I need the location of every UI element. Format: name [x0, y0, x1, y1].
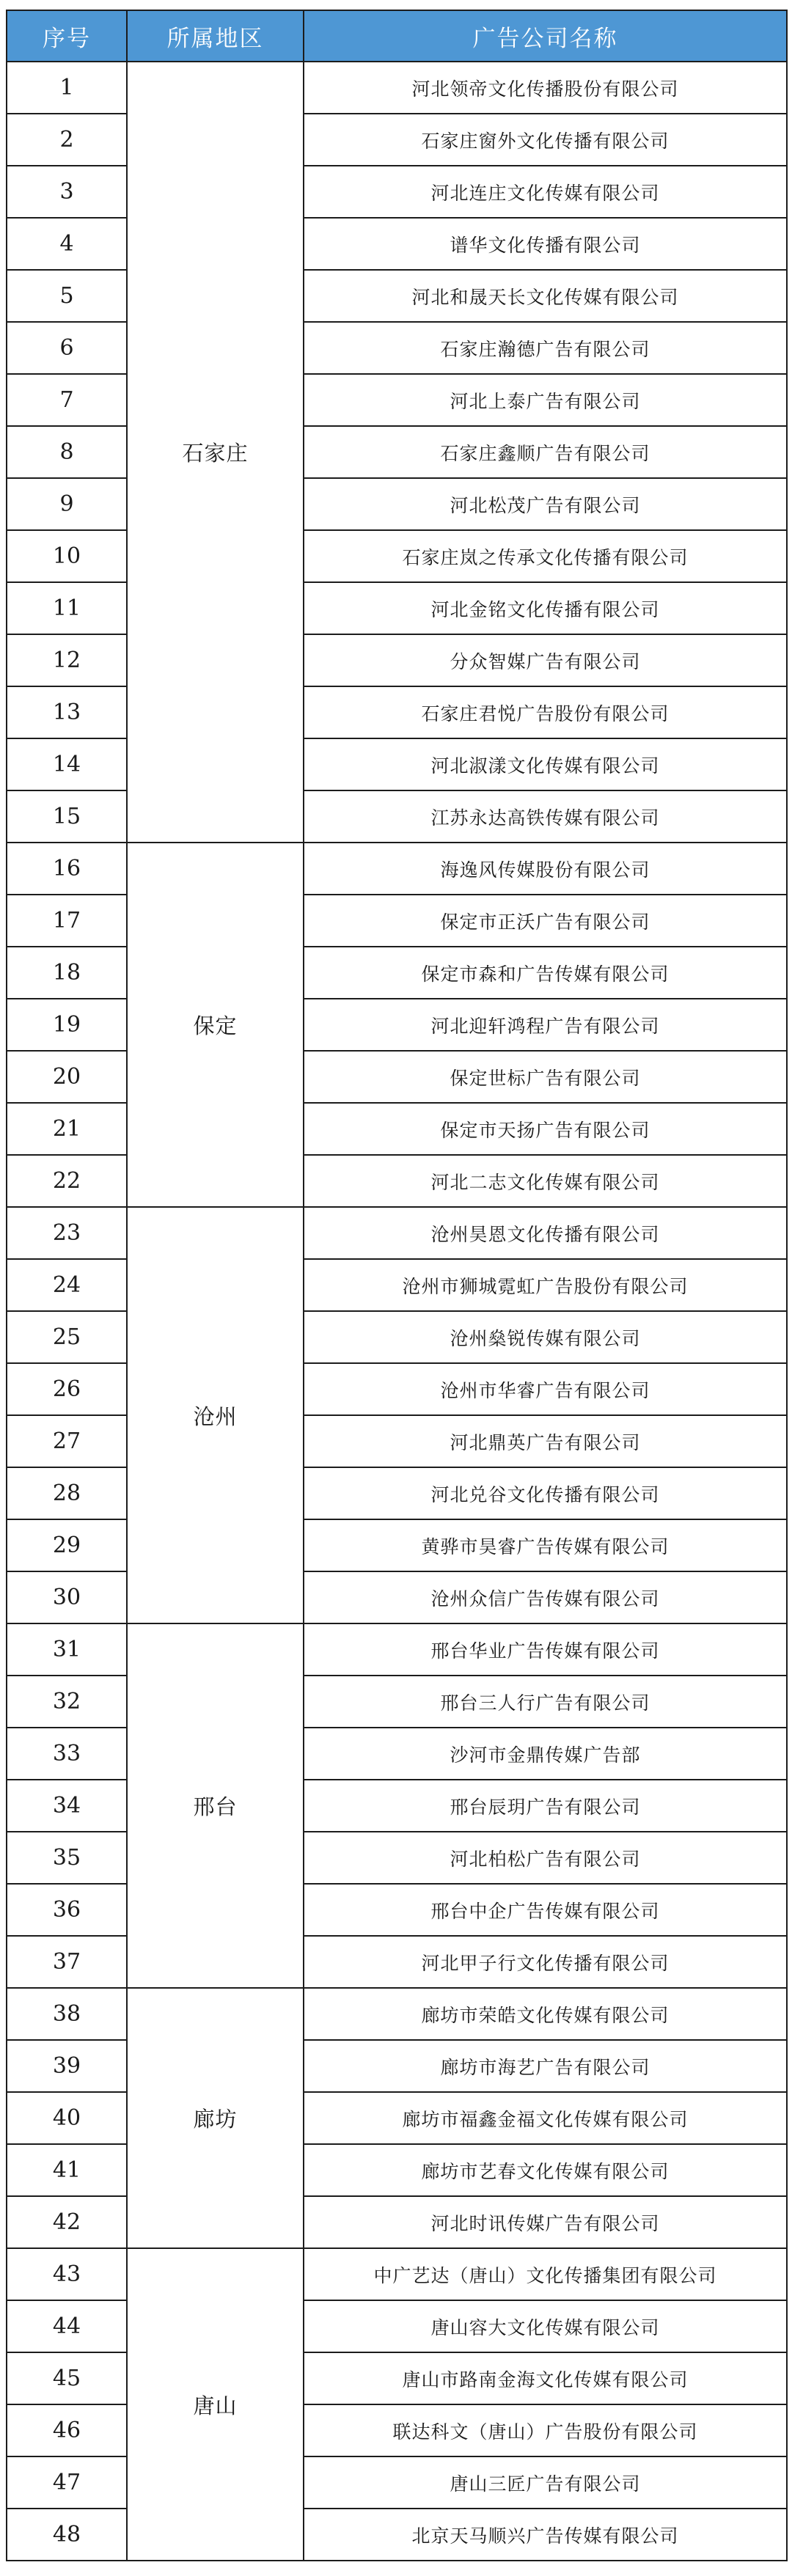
company-cell: 石家庄岚之传承文化传播有限公司 — [304, 530, 787, 582]
serial-cell: 3 — [7, 166, 127, 218]
company-cell: 海逸风传媒股份有限公司 — [304, 843, 787, 895]
table-row — [7, 218, 787, 270]
serial-cell: 5 — [7, 270, 127, 322]
table-row — [7, 1728, 787, 1780]
company-cell: 河北领帝文化传播股份有限公司 — [304, 62, 787, 114]
serial-cell: 44 — [7, 2300, 127, 2352]
table-row — [7, 2509, 787, 2561]
serial-cell: 6 — [7, 322, 127, 374]
serial-cell: 22 — [7, 1155, 127, 1207]
table-row — [7, 1936, 787, 1988]
table-row — [7, 374, 787, 426]
company-cell: 邢台中企广告传媒有限公司 — [304, 1884, 787, 1936]
table-row — [7, 62, 787, 114]
serial-cell: 37 — [7, 1936, 127, 1988]
serial-cell: 27 — [7, 1415, 127, 1467]
company-cell: 河北连庄文化传媒有限公司 — [304, 166, 787, 218]
serial-cell: 14 — [7, 738, 127, 790]
region-cell: 保定 — [127, 843, 304, 1207]
serial-cell: 4 — [7, 218, 127, 270]
table-row — [7, 1311, 787, 1363]
company-cell: 邢台三人行广告有限公司 — [304, 1676, 787, 1728]
serial-cell: 24 — [7, 1259, 127, 1311]
serial-cell: 48 — [7, 2509, 127, 2561]
company-cell: 保定市正沃广告有限公司 — [304, 895, 787, 947]
header-region: 所属地区 — [127, 10, 304, 62]
company-cell: 邢台辰玥广告有限公司 — [304, 1780, 787, 1832]
table-row — [7, 114, 787, 166]
serial-cell: 35 — [7, 1832, 127, 1884]
company-cell: 廊坊市荣皓文化传媒有限公司 — [304, 1988, 787, 2040]
serial-cell: 43 — [7, 2248, 127, 2300]
table-row — [7, 166, 787, 218]
company-cell: 沧州昊恩文化传播有限公司 — [304, 1207, 787, 1259]
company-cell: 唐山容大文化传媒有限公司 — [304, 2300, 787, 2352]
region-cell: 邢台 — [127, 1623, 304, 1988]
ad-company-roster-table — [6, 10, 788, 2561]
serial-cell: 47 — [7, 2456, 127, 2509]
company-cell: 保定市森和广告传媒有限公司 — [304, 947, 787, 999]
company-cell: 邢台华业广告传媒有限公司 — [304, 1623, 787, 1676]
header-company: 广告公司名称 — [304, 10, 787, 62]
table-row — [7, 1467, 787, 1519]
table-row — [7, 2248, 787, 2300]
table-row — [7, 843, 787, 895]
serial-cell: 18 — [7, 947, 127, 999]
table-row — [7, 2144, 787, 2196]
table-row — [7, 322, 787, 374]
company-cell: 黄骅市昊睿广告传媒有限公司 — [304, 1519, 787, 1571]
table-row — [7, 2352, 787, 2404]
table-row — [7, 1832, 787, 1884]
company-cell: 河北二志文化传媒有限公司 — [304, 1155, 787, 1207]
company-cell: 唐山三匠广告有限公司 — [304, 2456, 787, 2509]
serial-cell: 45 — [7, 2352, 127, 2404]
table-row — [7, 1676, 787, 1728]
table-row — [7, 2404, 787, 2456]
table-row — [7, 1103, 787, 1155]
table-row — [7, 895, 787, 947]
table-row — [7, 2456, 787, 2509]
company-cell: 河北迎轩鸿程广告有限公司 — [304, 999, 787, 1051]
serial-cell: 8 — [7, 426, 127, 478]
table-row — [7, 790, 787, 843]
serial-cell: 23 — [7, 1207, 127, 1259]
company-cell: 河北和晟天长文化传媒有限公司 — [304, 270, 787, 322]
table-row — [7, 2300, 787, 2352]
region-cell: 唐山 — [127, 2248, 304, 2561]
table-row — [7, 1988, 787, 2040]
company-cell: 廊坊市海艺广告有限公司 — [304, 2040, 787, 2092]
company-cell: 河北松茂广告有限公司 — [304, 478, 787, 530]
table-row — [7, 1415, 787, 1467]
serial-cell: 11 — [7, 582, 127, 634]
company-cell: 北京天马顺兴广告传媒有限公司 — [304, 2509, 787, 2561]
table-row — [7, 1051, 787, 1103]
serial-cell: 33 — [7, 1728, 127, 1780]
company-cell: 沧州市华睿广告有限公司 — [304, 1363, 787, 1415]
serial-cell: 42 — [7, 2196, 127, 2248]
company-cell: 唐山市路南金海文化传媒有限公司 — [304, 2352, 787, 2404]
table-row — [7, 1780, 787, 1832]
serial-cell: 36 — [7, 1884, 127, 1936]
serial-cell: 29 — [7, 1519, 127, 1571]
serial-cell: 13 — [7, 686, 127, 738]
serial-cell: 7 — [7, 374, 127, 426]
table-row — [7, 686, 787, 738]
company-cell: 石家庄窗外文化传播有限公司 — [304, 114, 787, 166]
company-cell: 联达科文（唐山）广告股份有限公司 — [304, 2404, 787, 2456]
company-cell: 石家庄君悦广告股份有限公司 — [304, 686, 787, 738]
header-serial: 序号 — [7, 10, 127, 62]
company-cell: 河北鼎英广告有限公司 — [304, 1415, 787, 1467]
table-row — [7, 478, 787, 530]
serial-cell: 15 — [7, 790, 127, 843]
table-row — [7, 1519, 787, 1571]
table-row — [7, 1571, 787, 1623]
serial-cell: 19 — [7, 999, 127, 1051]
table-row — [7, 999, 787, 1051]
table-row — [7, 1155, 787, 1207]
table-row — [7, 1259, 787, 1311]
serial-cell: 32 — [7, 1676, 127, 1728]
company-cell: 保定市天扬广告有限公司 — [304, 1103, 787, 1155]
company-cell: 河北上泰广告有限公司 — [304, 374, 787, 426]
table-row — [7, 582, 787, 634]
company-cell: 廊坊市艺春文化传媒有限公司 — [304, 2144, 787, 2196]
serial-cell: 40 — [7, 2092, 127, 2144]
serial-cell: 12 — [7, 634, 127, 686]
table-row — [7, 1207, 787, 1259]
company-cell: 河北甲子行文化传播有限公司 — [304, 1936, 787, 1988]
company-cell: 石家庄瀚德广告有限公司 — [304, 322, 787, 374]
table-row — [7, 1623, 787, 1676]
table-row — [7, 2196, 787, 2248]
company-cell: 河北兑谷文化传播有限公司 — [304, 1467, 787, 1519]
company-cell: 廊坊市福鑫金福文化传媒有限公司 — [304, 2092, 787, 2144]
company-cell: 河北柏松广告有限公司 — [304, 1832, 787, 1884]
serial-cell: 17 — [7, 895, 127, 947]
serial-cell: 10 — [7, 530, 127, 582]
region-cell: 廊坊 — [127, 1988, 304, 2248]
serial-cell: 28 — [7, 1467, 127, 1519]
table-row — [7, 2040, 787, 2092]
table-row — [7, 634, 787, 686]
serial-cell: 2 — [7, 114, 127, 166]
serial-cell: 1 — [7, 62, 127, 114]
company-cell: 沙河市金鼎传媒广告部 — [304, 1728, 787, 1780]
table-row — [7, 270, 787, 322]
serial-cell: 46 — [7, 2404, 127, 2456]
company-cell: 保定世标广告有限公司 — [304, 1051, 787, 1103]
company-cell: 沧州燊锐传媒有限公司 — [304, 1311, 787, 1363]
table-row — [7, 947, 787, 999]
company-cell: 河北时讯传媒广告有限公司 — [304, 2196, 787, 2248]
serial-cell: 20 — [7, 1051, 127, 1103]
table-row — [7, 1884, 787, 1936]
table-row — [7, 738, 787, 790]
company-cell: 中广艺达（唐山）文化传播集团有限公司 — [304, 2248, 787, 2300]
serial-cell: 31 — [7, 1623, 127, 1676]
table-row — [7, 426, 787, 478]
company-cell: 分众智媒广告有限公司 — [304, 634, 787, 686]
table-row — [7, 1363, 787, 1415]
company-cell: 江苏永达高铁传媒有限公司 — [304, 790, 787, 843]
company-cell: 沧州市狮城霓虹广告股份有限公司 — [304, 1259, 787, 1311]
serial-cell: 38 — [7, 1988, 127, 2040]
serial-cell: 16 — [7, 843, 127, 895]
company-cell: 石家庄鑫顺广告有限公司 — [304, 426, 787, 478]
table-row — [7, 530, 787, 582]
table-header-row — [7, 10, 787, 62]
company-cell: 河北金铭文化传播有限公司 — [304, 582, 787, 634]
serial-cell: 9 — [7, 478, 127, 530]
serial-cell: 34 — [7, 1780, 127, 1832]
serial-cell: 26 — [7, 1363, 127, 1415]
serial-cell: 25 — [7, 1311, 127, 1363]
company-cell: 谱华文化传播有限公司 — [304, 218, 787, 270]
company-cell: 河北淑漾文化传媒有限公司 — [304, 738, 787, 790]
table-row — [7, 2092, 787, 2144]
serial-cell: 30 — [7, 1571, 127, 1623]
serial-cell: 21 — [7, 1103, 127, 1155]
region-cell: 沧州 — [127, 1207, 304, 1623]
serial-cell: 41 — [7, 2144, 127, 2196]
serial-cell: 39 — [7, 2040, 127, 2092]
region-cell: 石家庄 — [127, 62, 304, 843]
company-cell: 沧州众信广告传媒有限公司 — [304, 1571, 787, 1623]
